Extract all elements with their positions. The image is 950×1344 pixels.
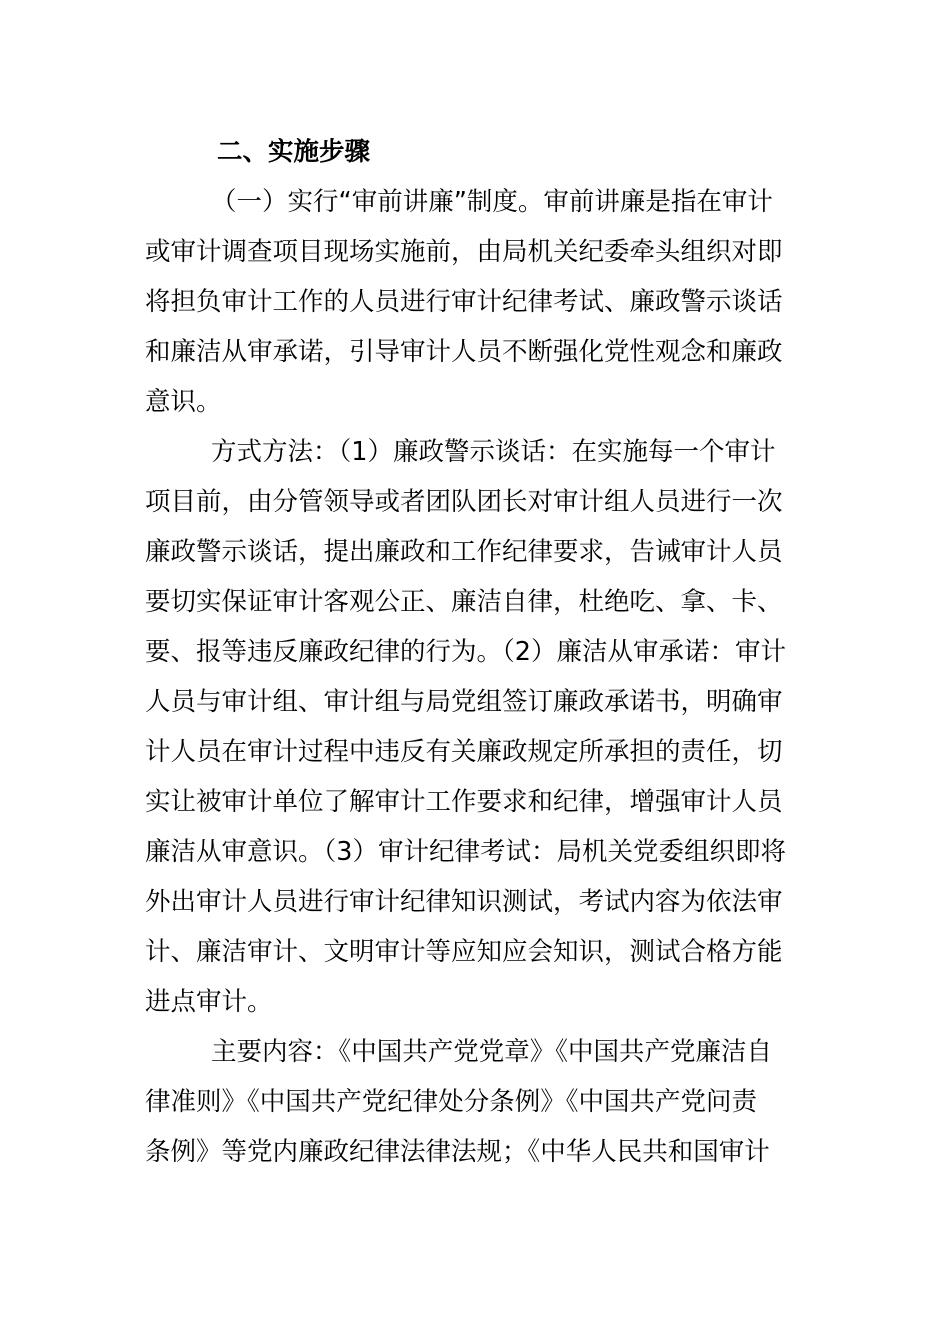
paragraph-main-content: 主要内容：《中国共产党党章》《中国共产党廉洁自 律准则》《中国共产党纪律处分条例》《中国共产党问责 条例》等党内廉政纪律法律法规；《中华人民共和国审计 — [145, 1037, 773, 1167]
section-heading: 二、实施步骤 — [217, 137, 371, 167]
paragraph-methods: 方式方法：（1）廉政警示谈话：在实施每一个审计 项目前，由分管领导或者团队团长对审计组人员进行一次 廉政警示谈话，提出廉政和工作纪律要求，告诫审计人员 要切实保证审计客观公正、廉洁自律，杜绝吃、拿、卡、 要、报等违反廉政纪律的行为。（2）廉洁从审承诺：审计 人员与审计组、审计组与局党组签订廉政承诺书，明确审 计人员在审计过程中违反有关廉政规定所承担的责任，切 实让被审计单位了解审计工作要求和纪律，增强审计人员 廉洁从审意识。（3）审计纪律考试：局机关党委组织即将 外出审计人员进行审计纪律知识测试，考试内容为依法审 计、廉洁审计、文明审计等应知应会知识，测试合格方能 进点审计。 — [145, 437, 786, 1017]
document-body — [145, 127, 805, 1177]
paragraph-implementation-system: （一）实行“审前讲廉”制度。审前讲廉是指在审计 或审计调查项目现场实施前，由局机关纪委牵头组织对即 将担负审计工作的人员进行审计纪律考试、廉政警示谈话 和廉洁从审承诺，引导审计人员不断强化党性观念和廉政 意识。 — [145, 187, 783, 417]
